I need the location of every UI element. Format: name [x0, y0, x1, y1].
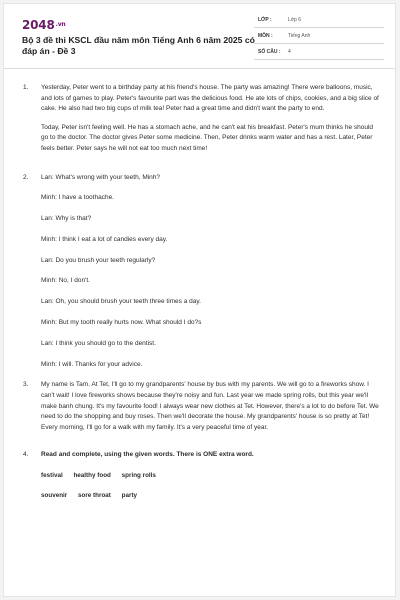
site-logo[interactable]: $2048^{.vn}$ [22, 18, 66, 32]
passage-paragraph: Yesterday, Peter went to a birthday party at his friend's house. The party was amazing! There were balloons, music, and lots of games to play. Peter's favourite part was the delicious food. He ate lots of chips, cookies, and a big slice of cake. He also had two big cups of milk tea! Peter had a great time and didn't want the party to end. [41, 84, 379, 113]
document-page [3, 3, 396, 597]
question-1 [22, 83, 380, 155]
word-bank-item: souvenir [41, 491, 68, 499]
word-bank-item: party [121, 491, 138, 499]
meta-row-class: LỚP : Lớp 6 [254, 14, 384, 28]
question-instruction: Read and complete, using the given words. There is ONE extra word. [41, 451, 254, 459]
dialogue-line: Minh: No, I don't. [41, 277, 90, 285]
word-bank-row [41, 471, 380, 481]
dialogue-line: Lan: Oh, you should brush your teeth three times a day. [41, 298, 201, 306]
dialogue-line: Lan: Do you brush your teeth regularly? [41, 256, 156, 264]
question-4 [22, 450, 380, 501]
meta-row-question-count: SỐ CÂU : 4 [254, 46, 384, 60]
document-title: Bộ 3 đề thi KSCL đầu năm môn Tiếng Anh 6 năm 2025 có đáp án - Đề 3 [22, 35, 255, 56]
question-number: 4. [23, 451, 29, 459]
word-bank-row [41, 491, 380, 501]
dialogue-line: Minh: I think I eat a lot of candies every day. [41, 235, 168, 243]
dialogue-line: Lan: Why is that? [41, 215, 92, 223]
word-bank-item: festival [41, 471, 63, 479]
document-body [22, 83, 380, 511]
passage-paragraph: Today, Peter isn't feeling well. He has a stomach ache, and he can't eat his breakfast. Peter's mum thinks he should go to the doctor. The doctor gives Peter some medicine. Then, Peter drinks warm water and has a rest. Later, Peter feels better. Peter says he will not eat too much next time! [41, 123, 374, 152]
question-number: 2. [23, 173, 29, 181]
dialogue-line: Lan: I think you should go to the dentist. [41, 339, 156, 347]
passage-paragraph: My name is Tam. At Tet, I'll go to my grandparents' house by bus with my parents. We will go to a fireworks show. I can't wait! I love fireworks shows because they're noisy and fun. Last year we made spring rolls, but this year we'll make banh chung. It's my favourite food! I always wear new clothes at Tet. However, there's a lot to do before Tet. We need to do the shopping and buy roses. Then we'll decorate the house. My grandparents' house is so pretty at Tet! Every morning, I'll go for a walk with my family. It's a very peaceful time of year. [41, 381, 379, 431]
dialogue-line: Minh: I will. Thanks for your advice. [41, 360, 143, 368]
dialogue-line: Lan: What's wrong with your teeth, Minh? [41, 173, 161, 181]
word-bank-item: spring rolls [121, 471, 156, 479]
question-number: 1. [23, 84, 29, 91]
document-meta [254, 14, 384, 62]
word-bank-item: healthy food [73, 471, 111, 479]
dialogue-line: Minh: I have a toothache. [41, 194, 114, 202]
dialogue-line: Minh: But my tooth really hurts now. What should I do?s [41, 319, 202, 327]
question-2 [22, 173, 380, 371]
question-number: 3. [23, 381, 29, 389]
word-bank-item: sore throat [78, 491, 111, 499]
question-3 [22, 380, 380, 433]
document-header [4, 4, 396, 69]
meta-row-subject: MÔN : Tiếng Anh [254, 30, 384, 44]
word-bank [41, 471, 380, 501]
